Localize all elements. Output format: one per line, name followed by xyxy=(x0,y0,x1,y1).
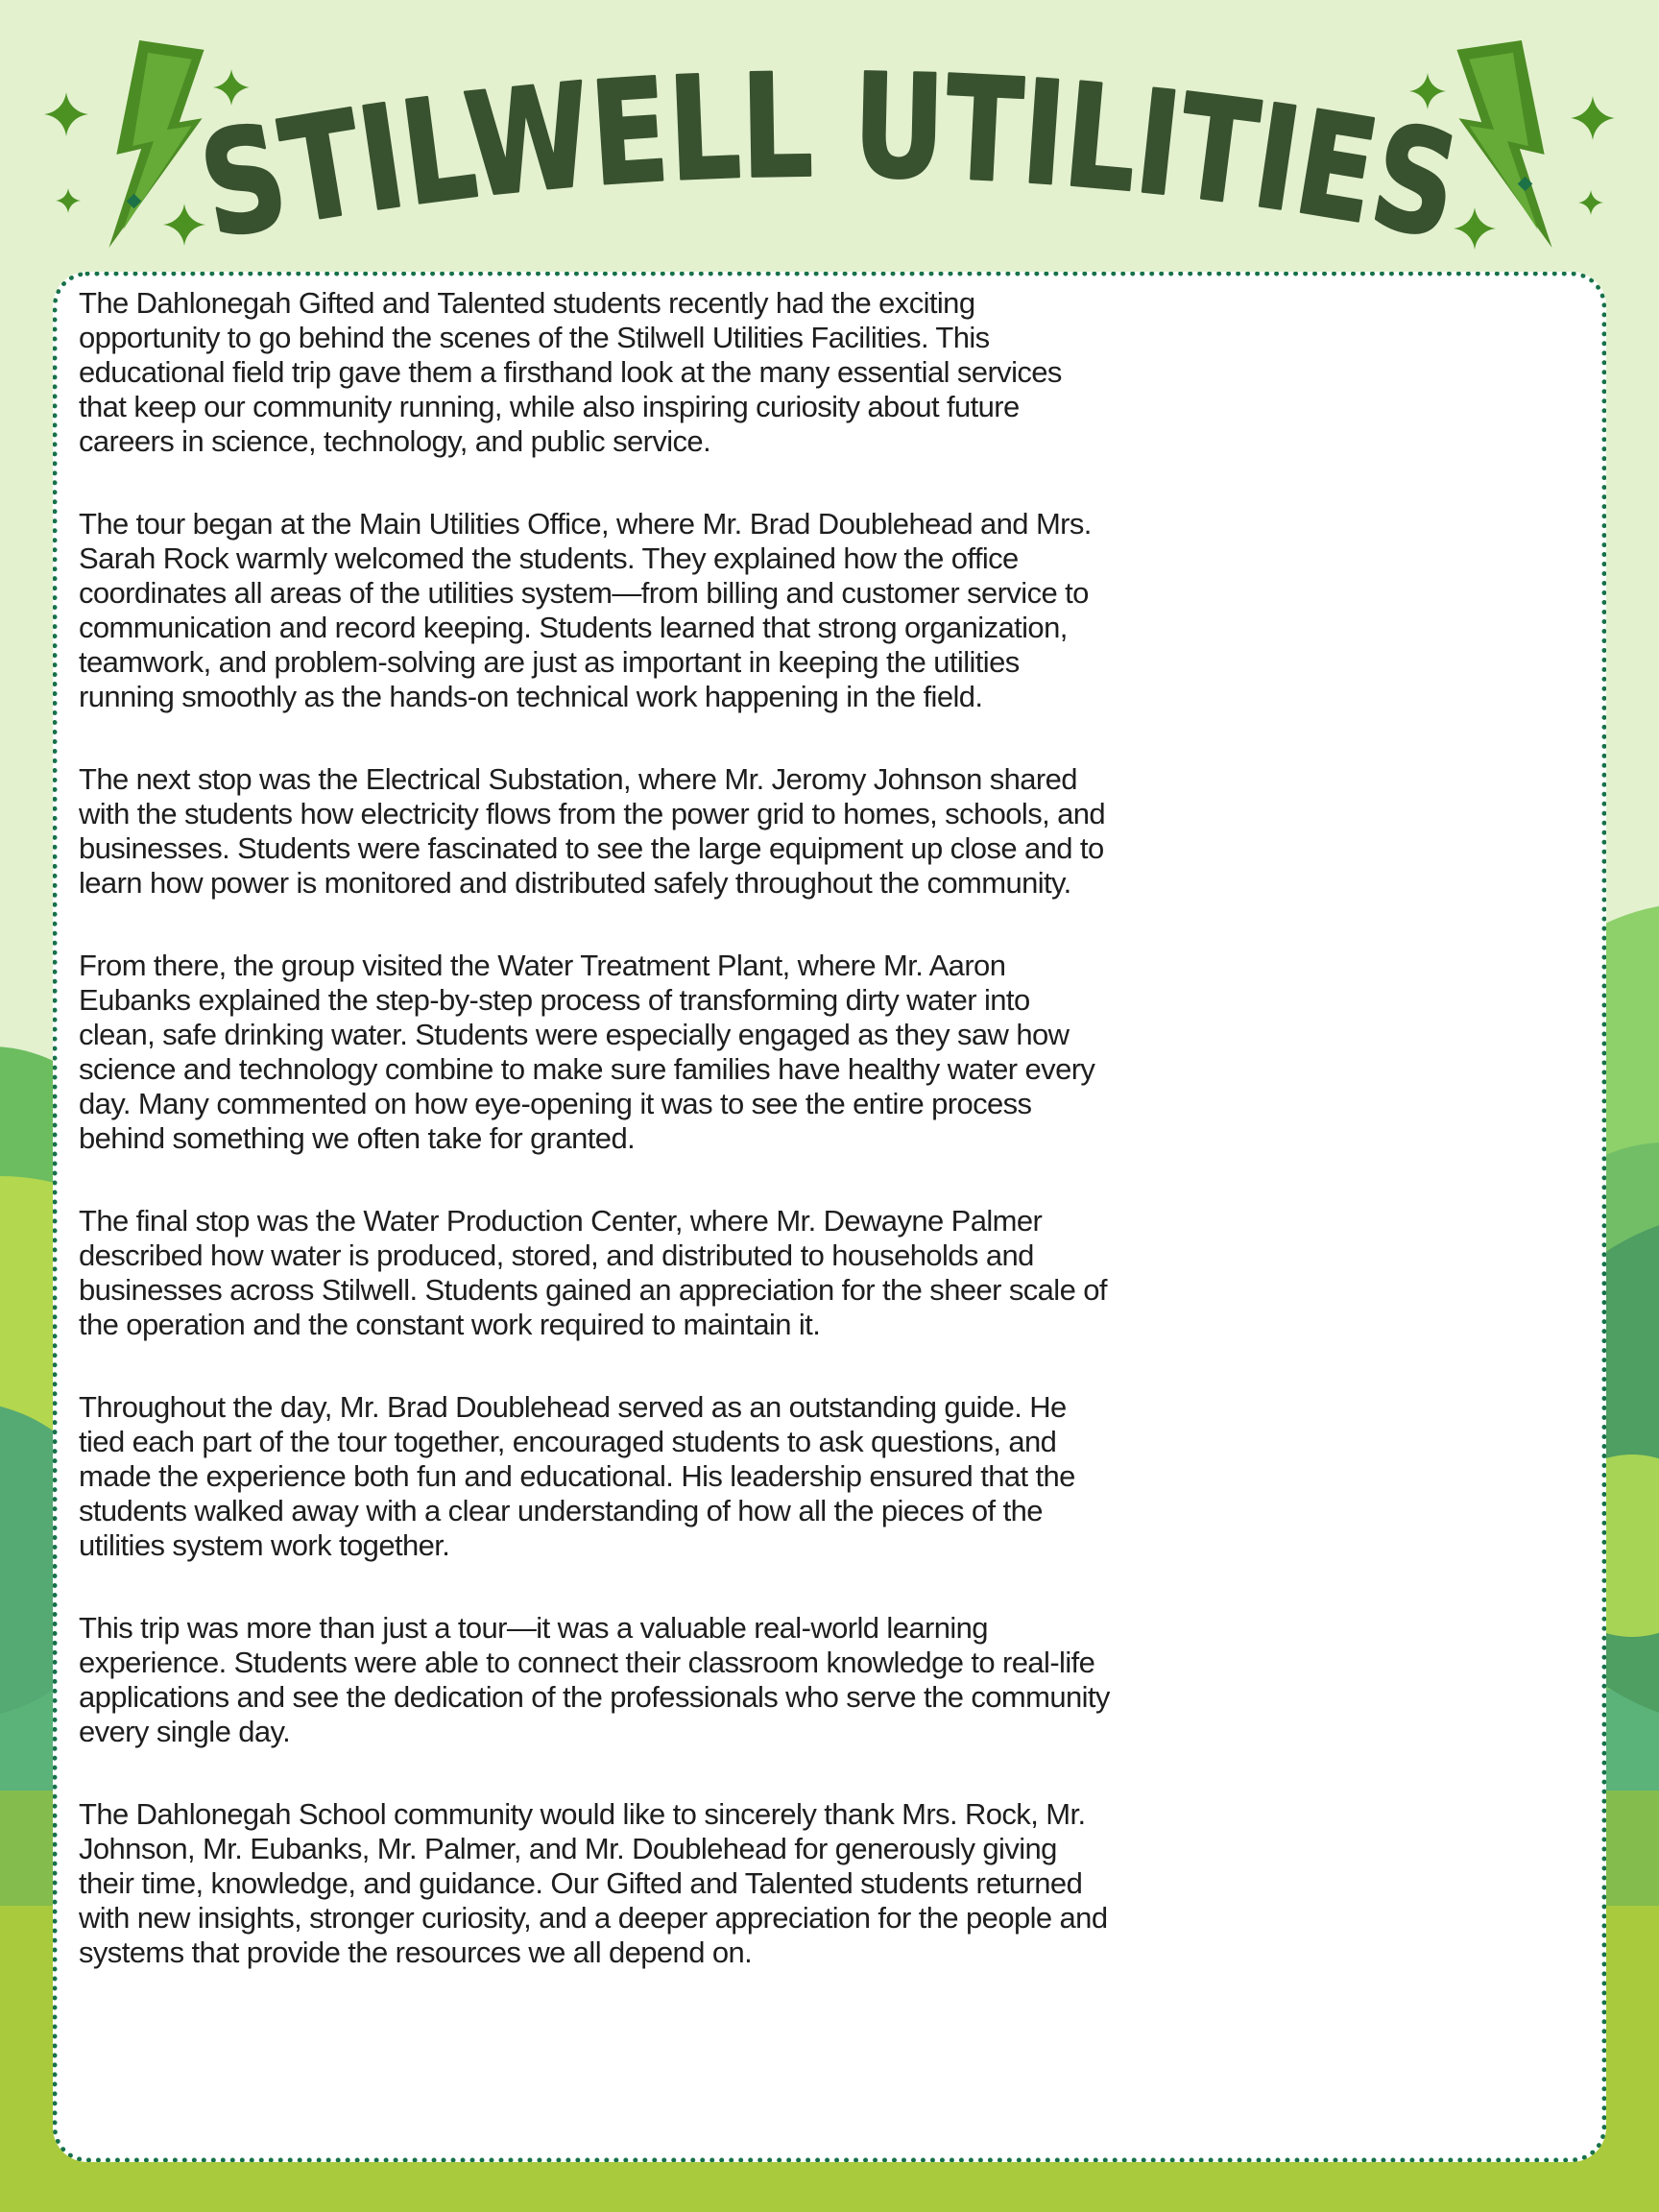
paragraph-thanks: The Dahlonegah School community would like to sincerely thank Mrs. Rock, Mr. Johnson, Mr. Eubanks, Mr. Palmer, and Mr. Doublehead for generously giving their time, knowledge, and guidance. Our Gifted and Talented students returned with new insights, stronger curiosity, and a deeper appreciation for the people and systems that provide the resources we all depend on. xyxy=(79,1797,1108,1969)
paragraph-main-utilities-office: The tour began at the Main Utilities Office, where Mr. Brad Doublehead and Mrs. Sarah Rock warmly welcomed the students. They explained how the office coordinates all areas of the utilities system—from billing and customer service to communication and record keeping. Students learned that strong organization, teamwork, and problem-solving are just as important in keeping the utilities running smoothly as the hands-on technical work happening in the field. xyxy=(79,507,1092,713)
sparkle-icon xyxy=(1578,190,1603,215)
paragraph-electrical-substation: The next stop was the Electrical Substation, where Mr. Jeromy Johnson shared with the students how electricity flows from the power grid to homes, schools, and businesses. Students were fascinated to see the large equipment up close and to learn how power is monitored and distributed safely throughout the community. xyxy=(79,762,1106,900)
article-card xyxy=(53,272,1606,2162)
paragraph-water-treatment-plant: From there, the group visited the Water Treatment Plant, where Mr. Aaron Eubanks explained the step-by-step process of transforming dirty water into clean, safe drinking water. Students were especially engaged as they saw how science and technology combine to make sure families have healthy water every day. Many commented on how eye-opening it was to see the entire process behind something we often take for granted. xyxy=(79,949,1095,1155)
sparkle-icon xyxy=(1571,96,1615,140)
sparkle-icon xyxy=(1454,207,1496,250)
paragraph-guide: Throughout the day, Mr. Brad Doublehead served as an outstanding guide. He tied each part of the tour together, encouraged students to ask questions, and made the experience both fun and educational. His leadership ensured that the students walked away with a clear understanding of how all the pieces of the utilities system work together. xyxy=(79,1390,1075,1562)
sparkle-icon xyxy=(44,92,88,136)
paragraph-learning-experience: This trip was more than just a tour—it was a valuable real-world learning experience. Students were able to connect their classroom knowledge to real-life applications and see the dedication of the professionals who serve the community every single day. xyxy=(79,1611,1110,1748)
sparkle-icon xyxy=(163,204,205,246)
paragraph-water-production-center: The final stop was the Water Production Center, where Mr. Dewayne Palmer described how water is produced, stored, and distributed to households and businesses across Stilwell. Students gained an appreciation for the sheer scale of the operation and the constant work required to maintain it. xyxy=(79,1204,1107,1341)
page-title xyxy=(0,0,1659,278)
sparkle-icon xyxy=(213,69,250,106)
svg-text:STILWELL UTILITIES xyxy=(188,43,1492,275)
sparkle-icon xyxy=(1409,73,1446,109)
paragraph-intro: The Dahlonegah Gifted and Talented students recently had the exciting opportunity to go behind the scenes of the Stilwell Utilities Facilities. This educational field trip gave them a firsthand look at the many essential services that keep our community running, while also inspiring curiosity about future careers in science, technology, and public service. xyxy=(79,286,1062,458)
sparkle-icon xyxy=(56,188,81,213)
page-title-text: STILWELL UTILITIES xyxy=(188,43,1492,275)
header xyxy=(0,0,1659,278)
